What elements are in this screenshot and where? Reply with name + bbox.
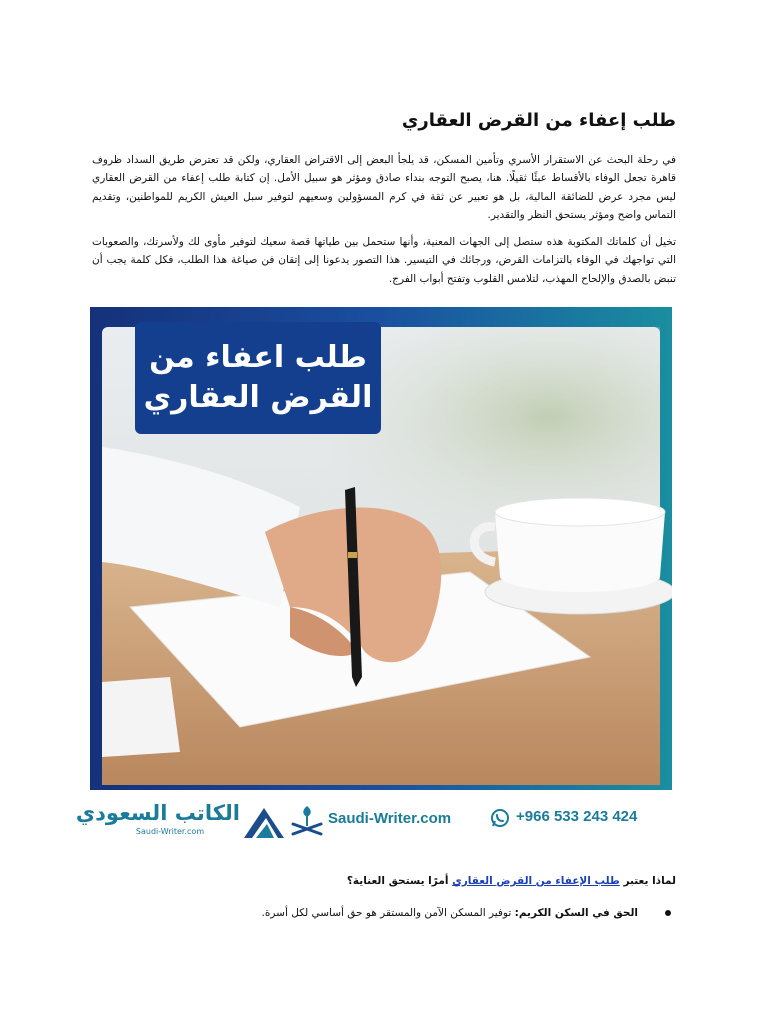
- bullet-text: توفير المسكن الآمن والمستقر هو حق أساسي لكل أسرة.: [261, 907, 515, 919]
- saudi-emblem-icon: [290, 804, 324, 840]
- hero-image: [75, 307, 672, 853]
- image-footer: [75, 790, 672, 853]
- banner-line-1: طلب اعفاء من: [149, 340, 367, 375]
- bullet-icon: [665, 910, 671, 916]
- brand-arabic-name: الكاتب السعودي: [75, 801, 240, 825]
- question-suffix: أمرًا يستحق العناية؟: [346, 875, 453, 887]
- brand-arrow-icon: [242, 804, 286, 842]
- whatsapp-icon: [490, 808, 510, 828]
- question-prefix: لماذا يعتبر: [619, 875, 676, 887]
- brand-subtitle: Saudi-Writer.com: [135, 827, 205, 836]
- banner-line-2: القرض العقاري: [143, 380, 373, 415]
- bullet-label: الحق في السكن الكريم:: [514, 907, 638, 919]
- photo-frame: [90, 307, 672, 790]
- article-link[interactable]: طلب الإعفاء من القرض العقاري: [452, 875, 620, 887]
- list-item: [92, 904, 676, 922]
- page-title: طلب إعفاء من القرض العقاري: [401, 110, 676, 131]
- image-banner: [135, 322, 381, 434]
- question-line: [92, 872, 676, 890]
- intro-paragraph: في رحلة البحث عن الاستقرار الأسري وتأمين المسكن، قد يلجأ البعض إلى الاقتراض العقاري، ولكن قد تعترض طريق السداد ظروف قاهرة تجعل الوفاء بالأقساط عبئًا ثقيلًا. هنا، يصبح التوجه بنداء صادق ومؤثر هو سبيل الأمل. إن كتابة طلب إعفاء من القرض العقاري ليس مجرد عرض للضائقة المالية، بل هو تعبير عن ثقة في كرم المسؤولين وسعيهم لتوفير سبل العيش الكريم للمواطنين، وتقديم التماس واضح ومؤثر يستحق النظر والتقدير.: [92, 154, 676, 221]
- phone-number: +966 533 243 424: [516, 808, 638, 825]
- bullet-list: [92, 904, 676, 922]
- second-paragraph: تخيل أن كلماتك المكتوبة هذه ستصل إلى الجهات المعنية، وأنها ستحمل بين طياتها قصة سعيك لتوفير مأوى لك ولأسرتك، والصعوبات التي تواجهك في الوفاء بالتزامات القرض، ورجائك في التيسير. هذا التصور يدعونا إلى إتقان فن صياغة هذا الطلب، فكل كلمة يجب أن تنبض بالصدق والإلحاح المهذب، لتلامس القلوب وتفتح أبواب الفرج.: [92, 236, 676, 285]
- website-text: Saudi-Writer.com: [328, 810, 452, 827]
- brand-logo: [75, 800, 290, 846]
